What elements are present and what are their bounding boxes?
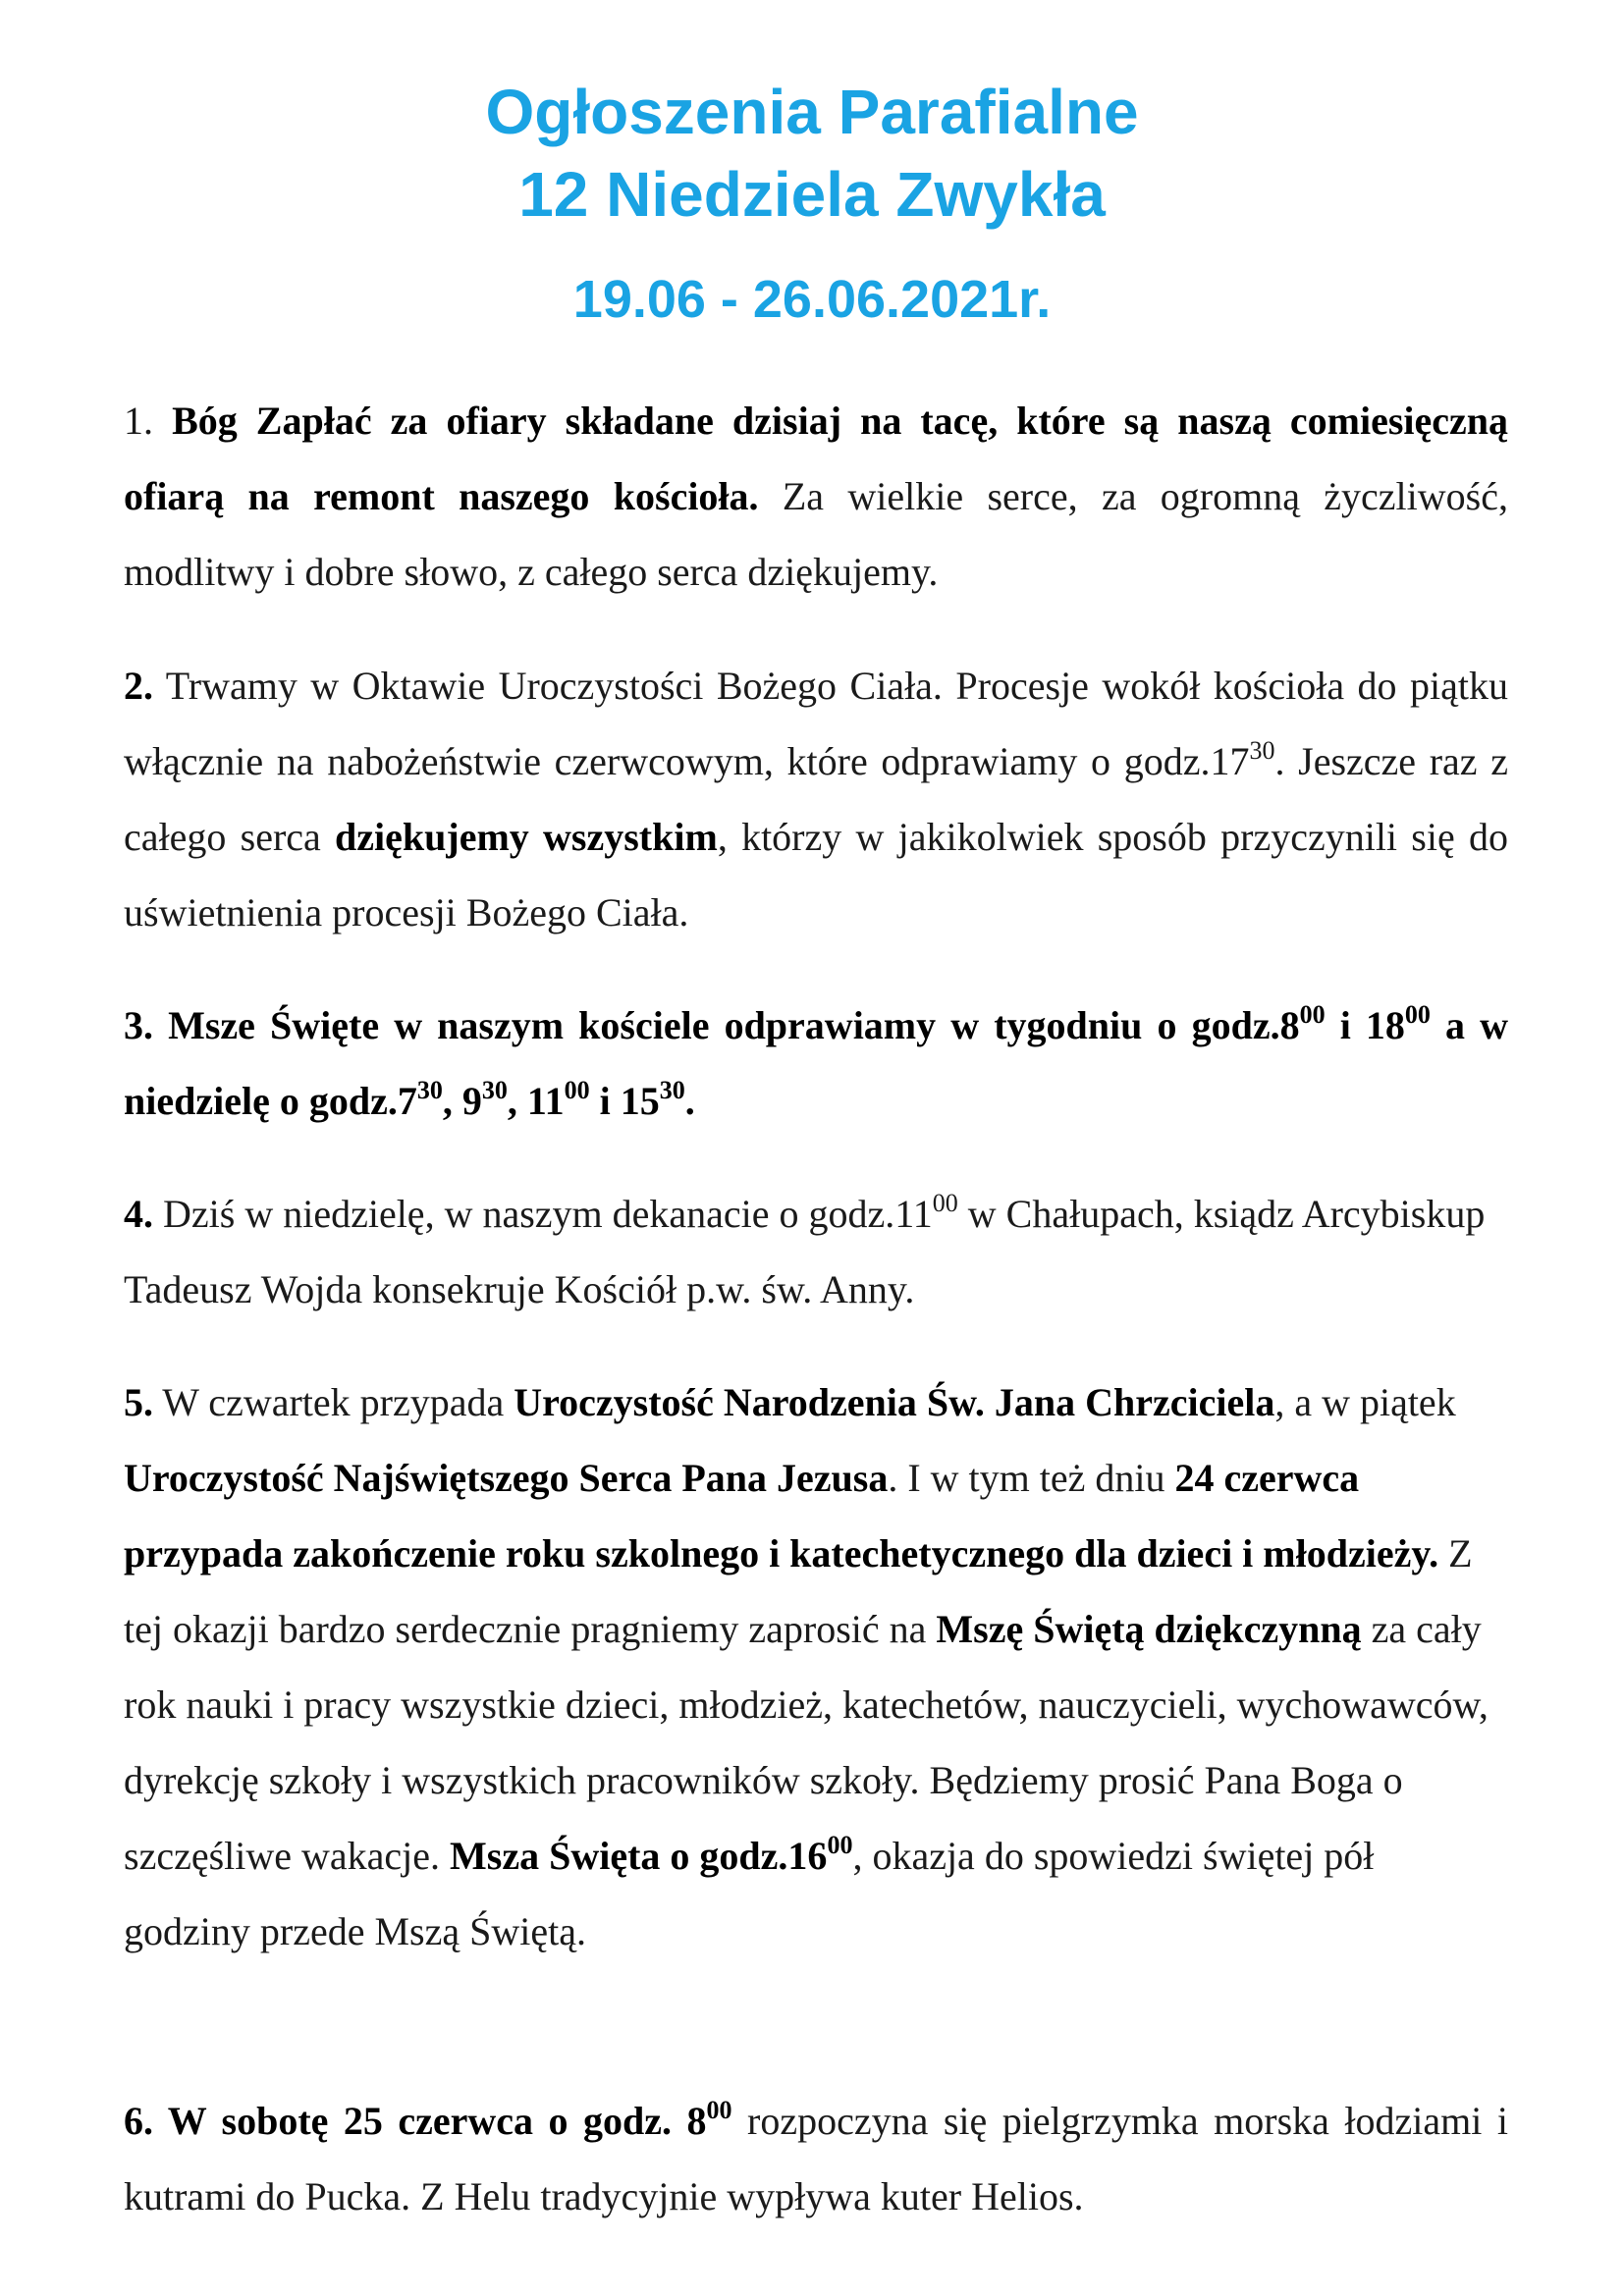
announcement-6: 6. W sobotę 25 czerwca o godz. $8^{00}$ rozpoczyna się pielgrzymka morska łodziami i kutrami do Pucka. Z Helu tradycyjnie wypływa kuter Helios. bbox=[124, 2095, 1508, 2218]
announcement-number: 4. bbox=[124, 1192, 153, 1236]
page-title: Ogłoszenia Parafialne bbox=[485, 77, 1139, 147]
announcement-2: 2. Trwamy w Oktawie Uroczystości Bożego Ciała. Procesje wokół kościoła do piątku włącznie na nabożeństwie czerwcowym, które odprawiamy o $godz.17^{30}$. Jeszcze raz z całego serca dziękujemy wszystkim, którzy w jakikolwiek sposób przyczynili się do uświetnienia procesji Bożego Ciała. bbox=[124, 664, 1509, 934]
announcement-number: 5. bbox=[124, 1380, 153, 1424]
time-superscript: 30 bbox=[1249, 735, 1275, 765]
announcement-5: 5. W czwartek przypada Uroczystość Narodzenia Św. Jana Chrzciciela, a w piątek Uroczystość Najświętszego Serca Pana Jezusa. I w tym też dniu 24 czerwca przypada zakończenie roku szkolnego i katechetycznego dla dzieci i młodzieży. Z tej okazji bardzo serdecznie pragniemy zaprosić na Mszę Świętą dziękczynną za cały rok nauki i pracy wszystkie dzieci, młodzież, katechetów, nauczycieli, wychowawców, dyrekcję szkoły i wszystkich pracowników szkoły. Będziemy prosić Pana Boga o szczęśliwe wakacje. Msza Święta o $godz.16^{00}$, okazja do spowiedzi świętej pół godziny przede Mszą Świętą. bbox=[124, 1380, 1489, 1953]
announcement-number: 1 bbox=[124, 399, 143, 443]
time-superscript: 00 bbox=[932, 1188, 958, 1217]
announcement-3: 3. Msze Święte w naszym kościele odprawiamy w tygodniu o $godz.8^{00}$ i $18^{00}$ a w niedzielę o $godz.7^{30}$, $9^{30}$, $11^{00}$ i $15^{30}$. bbox=[124, 999, 1508, 1123]
announcement-number: 2. bbox=[124, 664, 153, 708]
date-range: 19.06 - 26.06.2021r. bbox=[572, 270, 1052, 329]
announcement-1: 1. Bóg Zapłać za ofiary składane dzisiaj na tacę, które są naszą comiesięczną ofiarą na remont naszego kościoła. Za wielkie serce, za ogromną życzliwość, modlitwy i dobre słowo, z całego serca dziękujemy. bbox=[124, 399, 1509, 594]
bold-text: Bóg Zapłać za ofiary składane dzisiaj na tacę, które są naszą comiesięczną ofiarą na remont naszego kościoła. bbox=[124, 399, 1509, 518]
bold-text: dziękujemy wszystkim bbox=[335, 815, 718, 859]
page-subtitle: 12 Niedziela Zwykła bbox=[518, 159, 1106, 230]
announcement-4: 4. Dziś w niedzielę, w naszym dekanacie o $godz.11^{00}$ w Chałupach, ksiądz Arcybiskup Tadeusz Wojda konsekruje Kościół p.w. św. Anny. bbox=[124, 1188, 1486, 1311]
